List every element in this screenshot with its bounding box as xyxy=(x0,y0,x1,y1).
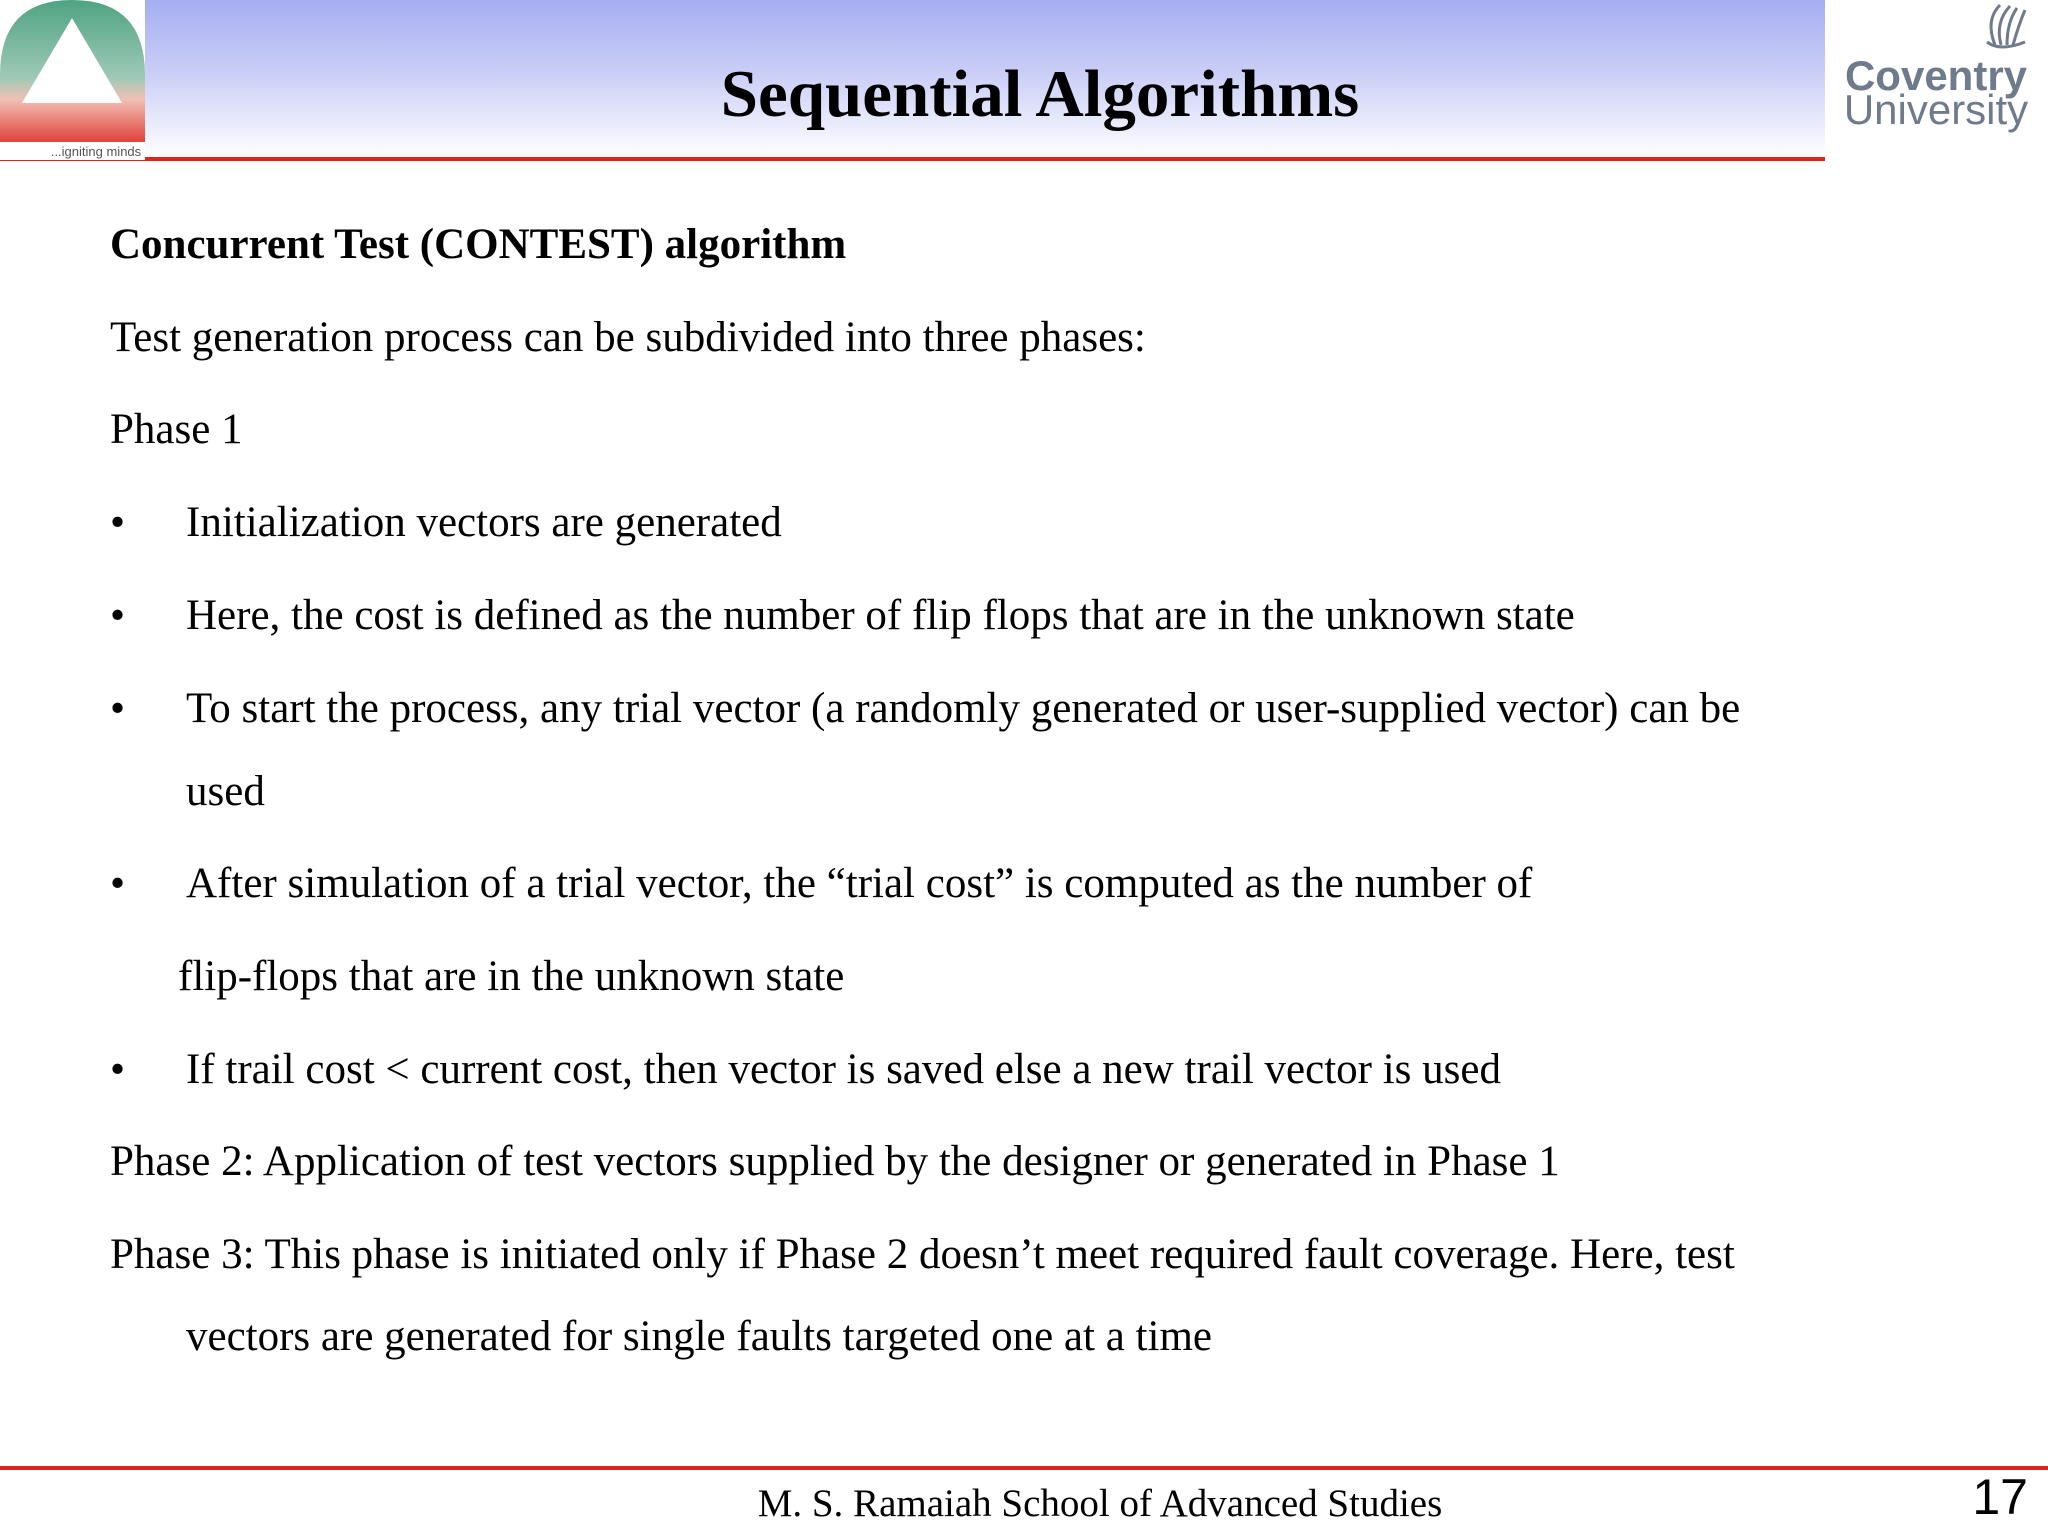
phase3-text: Phase 3: This phase is initiated only if Phase 2 doesn’t meet required fault coverage. Here, test xyxy=(110,1231,1735,1278)
svg-text:...igniting minds: ...igniting minds xyxy=(50,144,142,159)
svg-text:University: University xyxy=(1843,86,2029,133)
svg-text:Coventry: Coventry xyxy=(1844,52,2028,99)
phase3-text-continuation: vectors are generated for single faults targeted one at a time xyxy=(186,1313,1212,1360)
algorithm-subheading: Concurrent Test (CONTEST) algorithm xyxy=(110,221,847,268)
intro-text: Test generation process can be subdivided into three phases: xyxy=(110,314,1146,361)
slide-header xyxy=(0,0,2048,160)
bullet-item-continuation: flip-flops that are in the unknown state xyxy=(178,953,845,1000)
bullet-item: After simulation of a trial vector, the “trial cost” is computed as the number of xyxy=(186,860,1533,907)
bullet-item: Initialization vectors are generated xyxy=(186,499,782,546)
phase2-text: Phase 2: Application of test vectors supplied by the designer or generated in Phase 1 xyxy=(110,1138,1560,1185)
bullet-marker: • xyxy=(110,1046,126,1093)
footer-institution: M. S. Ramaiah School of Advanced Studies xyxy=(757,1482,1443,1525)
ramaiah-logo-icon xyxy=(0,0,145,160)
page-number: 17 xyxy=(1972,1469,2028,1525)
phase1-label: Phase 1 xyxy=(110,406,243,453)
bullet-item: If trail cost < current cost, then vector is saved else a new trail vector is used xyxy=(186,1046,1501,1093)
slide-title: Sequential Algorithms xyxy=(720,57,1360,131)
bullet-item: To start the process, any trial vector (a randomly generated or user-supplied vector) can be xyxy=(186,685,1741,732)
bullet-marker: • xyxy=(110,685,126,732)
bullet-item-continuation: used xyxy=(186,768,265,815)
bullet-item: Here, the cost is defined as the number of flip flops that are in the unknown state xyxy=(186,592,1575,639)
bullet-marker: • xyxy=(110,499,126,546)
bullet-marker: • xyxy=(110,860,126,907)
bullet-marker: • xyxy=(110,592,126,639)
footer-red-rule xyxy=(0,1466,2048,1470)
header-red-rule xyxy=(0,157,1825,161)
ramaiah-logo xyxy=(0,0,145,160)
